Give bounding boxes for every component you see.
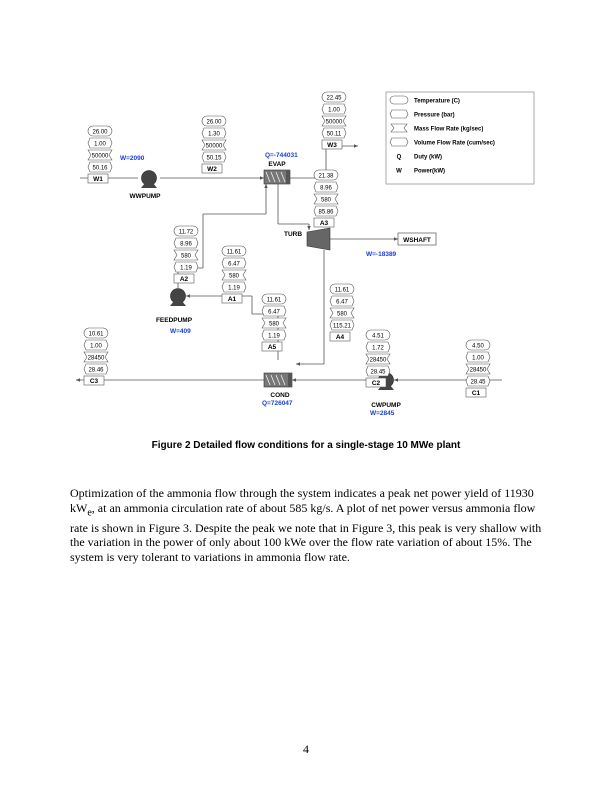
stream-value: 28.46 [88,367,104,374]
legend-label: Mass Flow Rate (kg/sec) [414,126,484,133]
paragraph-text-1: Optimization of the ammonia flow through the system indicates a peak net power yield of 11930 kW [70,486,534,515]
stream-value: 28450 [469,367,487,374]
stream-value: 1.30 [208,131,220,138]
stream-value: 50.11 [326,131,342,138]
stream-tag: A2 [179,276,189,283]
stream-value: 580 [268,321,280,328]
stream-tag: C3 [89,378,99,385]
stream-value: 4.51 [372,333,384,340]
stream-value: 28.45 [470,379,486,386]
legend-label: Pressure (bar) [414,112,455,119]
stream-value: 85.86 [318,209,334,216]
turbine-icon [307,228,330,250]
cond-icon [264,373,292,387]
body-paragraph [70,486,548,564]
stream-value: 22.45 [326,95,342,102]
stream-tag: C2 [371,380,381,387]
stream-value: 50.16 [92,165,108,172]
stream-a1 [222,246,246,303]
cond-label: COND [270,392,290,399]
feedpump-duty: W=409 [170,328,191,335]
stream-value: 28.45 [370,369,386,376]
stream-w3 [322,92,346,149]
stream-value: 6.47 [228,261,240,268]
stream-tag: W3 [327,142,337,149]
paragraph-text-2: , at an ammonia circulation rate of about 585 kg/s. A plot of net power versus ammonia flow rate is shown in Figure 3. Despite the peak we note that in Figure 3, this peak is very shallow with the variation in the power of only about 100 kWe over the flow rate variation of about 15%. The system is very tolerant to variations in ammonia flow rate. [70,500,542,564]
legend-label: Power(kW) [414,168,446,175]
stream-w1 [88,126,112,183]
stream-value: 580 [180,253,192,260]
stream-value: 6.47 [336,299,348,306]
evap-icon [264,170,290,184]
stream-value: 26.00 [206,119,222,126]
stream-value: 50000 [205,143,223,150]
wwpump-label: WWPUMP [129,193,161,200]
stream-value: 580 [320,197,332,204]
page-number: 4 [303,742,309,756]
stream-value: 10.61 [88,331,104,338]
evap-duty: Q=-744031 [265,152,298,159]
stream-value: 580 [228,273,240,280]
stream-value: 26.00 [92,129,108,136]
stream-value: 11.61 [266,297,282,304]
stream-value: 1.00 [94,141,106,148]
stream-value: 28450 [369,357,387,364]
stream-value: 50.15 [206,155,222,162]
legend-label: Volume Flow Rate (cum/sec) [414,140,495,147]
stream-tag: W1 [93,176,103,183]
wshaft-label: WSHAFT [403,237,431,244]
feedpump-icon [170,289,186,307]
legend-symbol: W [396,168,402,175]
stream-a5 [262,294,286,351]
stream-value: 6.47 [268,309,280,316]
stream-value: 21.38 [318,173,334,180]
stream-a4 [330,284,354,341]
stream-tag: A5 [267,344,277,351]
cond-duty: Q=726047 [262,400,293,407]
stream-tag: A4 [335,334,345,341]
stream-value: 580 [336,311,348,318]
stream-value: 4.50 [472,343,484,350]
stream-value: 1.00 [90,343,102,350]
stream-tag: A1 [227,296,237,303]
stream-value: 1.00 [328,107,340,114]
stream-tag: W2 [207,166,217,173]
stream-value: 8.96 [320,185,332,192]
stream-value: 8.96 [180,241,192,248]
turb-duty: W=-18389 [366,251,397,258]
legend [386,92,534,184]
cwpump-label: CWPUMP [371,402,401,409]
wwpump-duty: W=2090 [120,155,145,162]
cwpump-duty: W=2845 [370,410,395,417]
stream-value: 50000 [325,119,343,126]
stream-tag: C1 [471,390,481,397]
stream-value: 28450 [87,355,105,362]
stream-value: 11.72 [178,229,194,236]
evap-label: EVAP [268,161,286,168]
stream-tag: A3 [319,220,329,227]
legend-frame [386,92,534,184]
legend-label: Duty (kW) [414,154,442,161]
stream-a2 [174,226,198,283]
legend-label: Temperature (C) [414,98,460,105]
stream-value: 1.19 [180,265,192,272]
stream-w2 [202,116,226,173]
paragraph-subscript: e [87,506,92,518]
legend-symbol: Q [396,154,402,161]
stream-value: 1.72 [372,345,384,352]
stream-value: 1.00 [472,355,484,362]
stream-value: 115.21 [333,323,351,330]
stream-value: 50000 [91,153,109,160]
figure-caption: Figure 2 Detailed flow conditions for a single-stage 10 MWe plant [151,440,461,451]
wwpump-icon [141,171,157,189]
stream-c1 [466,340,490,397]
stream-a3 [314,170,338,227]
stream-c3 [84,328,108,385]
stream-value: 11.61 [226,249,242,256]
stream-value: 1.19 [268,333,280,340]
feedpump-label: FEEDPUMP [155,317,193,324]
turb-label: TURB [283,231,303,238]
stream-value: 11.61 [334,287,350,294]
stream-value: 1.19 [228,285,240,292]
